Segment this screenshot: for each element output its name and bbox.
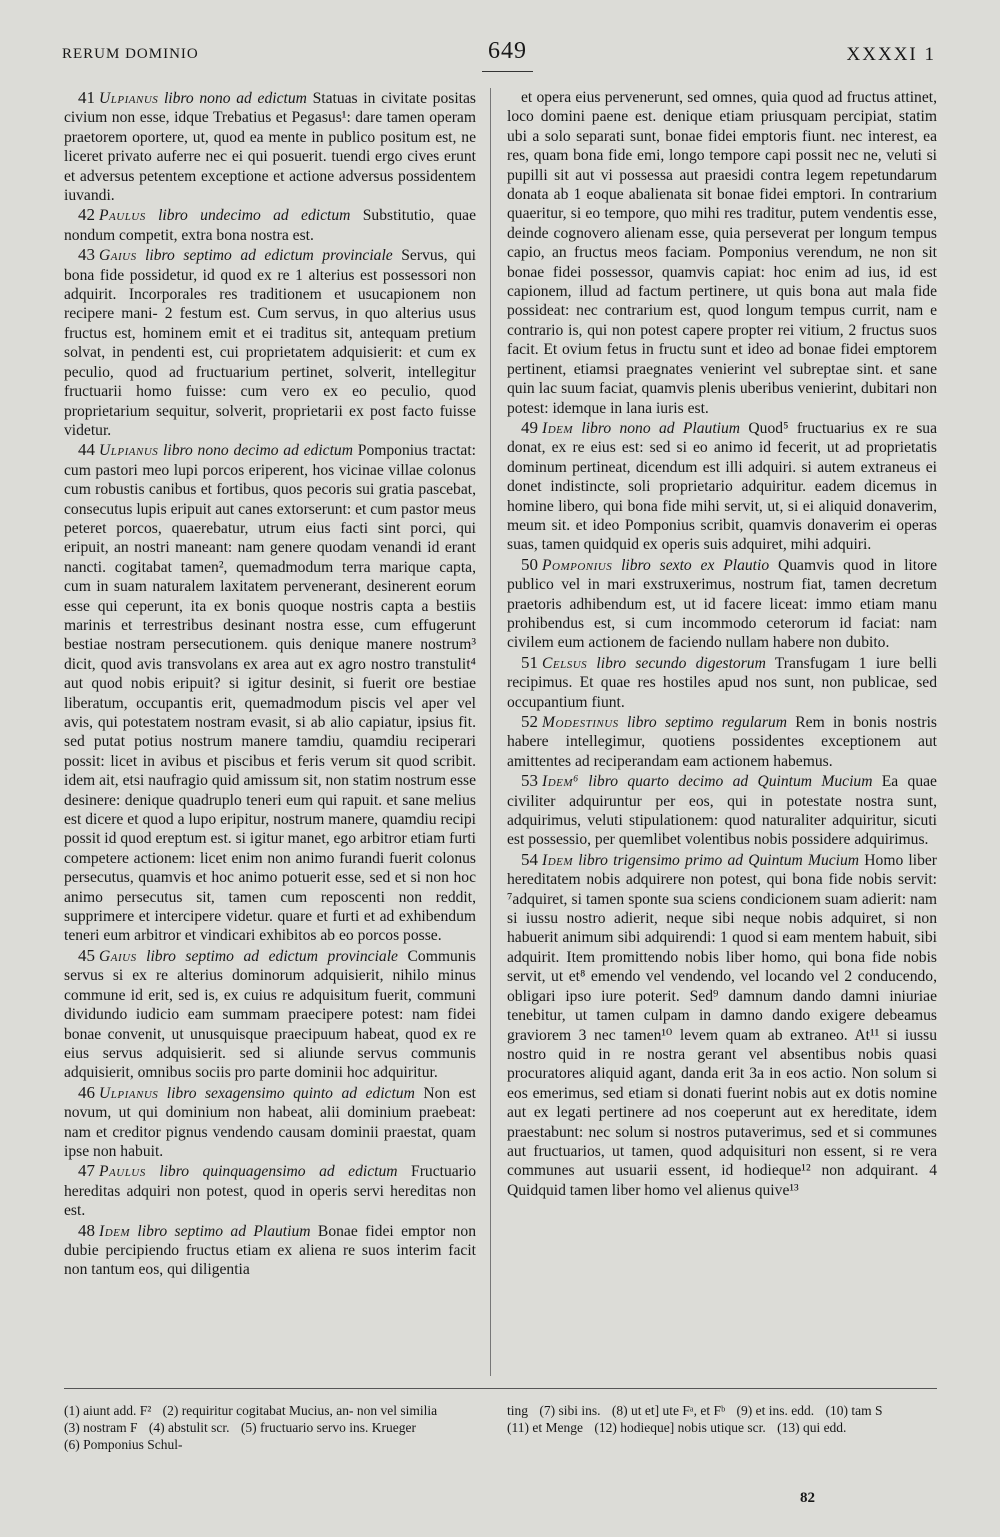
- footnote: (6) Pomponius Schul-: [64, 1437, 183, 1452]
- fragment-reference: [99, 247, 393, 264]
- fragment-paragraph: [507, 653, 937, 712]
- running-header: [62, 38, 936, 78]
- fragment-text: Substitutio, quae nondum competit, extra bona nostra est.: [64, 207, 476, 244]
- fragment-reference: [99, 1163, 398, 1180]
- fragment-reference: [542, 773, 872, 790]
- book-reference: libro trigensimo primo ad Quintum Mucium: [578, 851, 860, 869]
- book-reference: libro quarto decimo ad Quintum Mucium: [588, 773, 873, 791]
- fragment-text: Transfugam 1 iure belli recipimus. Et quae res hostiles apud nos sunt, non publicae, sed occupantium fiunt.: [507, 654, 937, 711]
- fragment-number: 51: [521, 652, 538, 672]
- footnote: (8) ut et] ute Fᵃ, et Fᵇ: [611, 1403, 726, 1418]
- fragment-number: 42: [78, 205, 95, 225]
- book-reference: libro septimo ad Plautium: [137, 1222, 311, 1240]
- fragment-reference: [99, 1223, 311, 1240]
- fragment-text: Communis servus si ex re alterius dominorum adquisierit, nihilo minus commune id erit, sed is, ex cuius re adquisitum fuerit, communi dividundo iudicio eam summam praecipere potest: nam fidei bonae convenit, ut unusquisque praecipuum habeat, quod ex re eius servus adquisierit. sed si aliunde servus communis adquisierit, omnibus sociis pro parte dominii hoc adquiritur.: [64, 947, 476, 1082]
- fragment-paragraph: [64, 440, 476, 946]
- fragment-paragraph: [64, 1161, 476, 1220]
- fragment-text: Non est novum, ut qui dominium non habeat, alii dominium praebeat: nam et creditor pignus vendendo causam dominii praestat, quam ipse non habuit.: [64, 1084, 477, 1160]
- fragment-paragraph: [507, 712, 937, 771]
- fragment-paragraph: [64, 946, 476, 1083]
- fragment-reference: [542, 420, 740, 437]
- footnote: (11) et Menge: [507, 1420, 583, 1435]
- book-reference: libro nono ad Plautium: [581, 419, 741, 437]
- footnote: (3) nostram F: [64, 1420, 138, 1435]
- fragment-reference: [542, 852, 859, 869]
- book-reference: libro septimo regularum: [626, 714, 787, 731]
- fragment-reference: [542, 557, 769, 574]
- fragment-text: Homo liber hereditatem nobis adquirere non potest, qui bona fide nobis servit: ⁷adquiret, si tamen sponte sua sciens condicionem suam adierit: nam si iussu nostro adierit, neque sibi neque nobis adquiret, si non habuerit animum sibi adquirendi: 1 quod si eam mentem habuit, sibi adquirit. Item promittendo nobis liber homo, qui bona fide nobis servit, ut et⁸ emendo vel vendendo, vel locando vel 2 conducendo, obligari ipso iure poterit. Sed⁹ damnum dando damni iniuriae tenebitur, ut tamen culpam in damno dando exigere debeamus graviorem 3 nec tamen¹⁰ levem quam ab extraneo. At¹¹ si iussu nostro quid in re nostra gerant vel absentibus nobis quasi procuratores aliquid agant, danda erit 3a in eos actio. Non solum si eos emerimus, sed etiam si donati fuerint nobis aut ex dotis nomine aut ex legati pertinere ad nos coeperunt aut ex hereditate, idem praestabunt: nec solum si nostros putaverimus, sed et si communes aut fructuarios, ut tamen, quod adquisituri non essent, si re vera communes aut usuarii essent, id hodieque¹² non adquirant. 4 Quidquid tamen liber homo vel alienus quive¹³: [507, 851, 937, 1199]
- fragment-paragraph: [64, 88, 476, 205]
- book-reference: libro secundo digestorum: [596, 654, 766, 672]
- fragment-number: 43: [78, 245, 95, 265]
- fragment-paragraph: [507, 418, 937, 555]
- fragment-paragraph: [507, 771, 937, 850]
- footnote: (1) aiunt add. F²: [64, 1403, 152, 1418]
- jurist-name: Paulus: [99, 207, 146, 225]
- fragment-number: 45: [78, 945, 95, 965]
- fragment-number: 50: [521, 554, 538, 574]
- jurist-name: Ulpianus: [99, 90, 159, 107]
- fragment-paragraph: [507, 88, 937, 418]
- footnotes-right: [507, 1402, 937, 1436]
- book-reference: libro undecimo ad edictum: [158, 207, 351, 225]
- fragment-reference: [99, 948, 398, 965]
- footnote-rule: [64, 1388, 937, 1389]
- footnote: (2) requiritur cogitabat Mucius, an- non vel similia: [162, 1403, 438, 1418]
- fragment-paragraph: [64, 1221, 476, 1280]
- fragment-text: Quod⁵ fructuarius ex re sua donat, ex re eius est: sed si eo animo id fecerit, ut ad proprietatis dominum pertineat, dicendum est illi adquiri. si autem extraneus ei donet indistincte, soli proprietario adquiritur. eadem dicemus in homine libero, qui bona fide mihi servit, ut, si ei aliquid donaverim, meum sit. et ideo Pomponius scribit, quamvis donaverim ei operas suas, tamen quidquid ex operis suis adquiret, mihi adquiri.: [507, 419, 937, 554]
- footnote: ting: [507, 1403, 529, 1418]
- fragment-reference: [99, 442, 353, 459]
- fragment-paragraph: [64, 1083, 476, 1162]
- fragment-number: 49: [521, 417, 538, 437]
- fragment-number: 41: [78, 88, 95, 107]
- fragment-paragraph: [64, 245, 476, 440]
- book-reference: libro septimo ad edictum provinciale: [145, 247, 393, 265]
- book-reference: libro nono decimo ad edictum: [163, 442, 353, 460]
- fragment-reference: [99, 207, 350, 224]
- footnote: (13) qui edd.: [777, 1420, 847, 1435]
- book-reference: libro nono ad edictum: [163, 90, 307, 107]
- fragment-reference: [99, 1085, 415, 1102]
- fragment-number: 47: [78, 1161, 95, 1181]
- signature-mark: 82: [800, 1490, 815, 1506]
- fragment-reference: [542, 714, 787, 731]
- footnote: (5) fructuario servo ins. Krueger: [240, 1420, 416, 1435]
- fragment-paragraph: [64, 205, 476, 245]
- fragment-text: Pomponius tractat: cum pastori meo lupi porcos eriperent, hos vicinae villae colonus cum robustis canibus et fortibus, quos pecoris sui gratia pascebat, consecutus lupis eripuit aut canes extorserunt: et cum pastor meus peteret porcos, quaerebatur, utrum eius facti sint porci, qui eripuit, an nostri maneant: nam genere quodam venandi id erant nancti. cogitabat tamen², quemadmodum terra marique capta, cum in suam naturalem laxitatem pervenerant, desinerent eorum esse qui ceperunt, ita ex bonis quoque nostris capta a bestiis marinis et terrestribus desinant nostra esse, cum effugerunt bestiae nostram persecutionem. quis denique manere nostrum³ dicit, quod avis transvolans ex area aut ex agro nostro transtulit⁴ aut quod nobis eripuit? si igitur desinit, si fuerit ore bestiae liberatum, occupantis erit, quemadmodum piscis vel aper vel avis, qui potestatem nostram evasit, si ab alio capiatur, ipsius fit. sed putat potius nostrum manere tamdiu, quamdiu reciperari possit: licet in avibus et piscibus et feris verum sit quod scribit. idem ait, etsi naufragio quid amissum sit, non statim nostrum esse desinere: denique quadruplo teneri eum qui rapuit. et sane melius est dicere et quod a lupo eripitur, nostrum manere, quamdiu recipi possit id quod ereptum est. si igitur manet, ego arbitror etiam furti competere actionem: licet enim non animo furandi fuerit colonus persecutus, quamvis et hoc animo potuerit esse, sed et si non hoc animo persecutus sit, tamen cum reposcenti non reddit, supprimere et intercipere videtur. quare et furti et ad exhibendum teneri eum arbitror et vindicari exhibitos ab eo porcos posse.: [64, 442, 476, 945]
- fragment-text: Bonae fidei emptor non dubie percipiendo fructus etiam ex aliena re suos interim facit non tantum eos, qui diligentia: [64, 1222, 476, 1279]
- jurist-name: Idem: [542, 851, 574, 869]
- fragment-text: Servus, qui bona fide possidetur, id quod ex re 1 alterius est possessori non adquirit. Incorporales res traditionem et usucapionem non recipere mani- 2 festum est. Cum servus, in quo alterius usus fructus est, hominem emit et ei traditus sit, antequam pretium solvat, in pendenti est, cui proprietatem adquisierit: et cum ex peculio, quod ad fructuarium pertinet, solverit, intellegitur fructuarii homo fuisse: cum vero ex eo peculio, quod proprietarium sequitur, solverit, proprietarii ex post facto fuisse videtur.: [64, 247, 477, 439]
- jurist-name: Gaius: [99, 247, 137, 265]
- fragment-text: et opera eius pervenerunt, sed omnes, quia quod ad fructus attinet, loco domini paene est. denique etiam priusquam percipiat, statim ubi a solo separati sunt, bonae fidei emptoris fiunt. nec interest, ea res, quam bona fide emi, longo tempore capi possit nec ne, veluti si pupilli sit aut vi possessa aut praesidi contra legem repetundarum donata ab 1 eoque abalienata sit bonae fidei emptori. In contrarium quaeritur, si eo tempore, quo mihi res traditur, putem vendentis esse, deinde cognovero alienam esse, quia perseverat per longum tempus capio, an fructus meos faciam. Pomponius verendum, ne non sit bonae fidei possessor, quamvis capiat: hoc enim ad ius, id est capionem, illud ad factum pertinere, ut quis bona aut mala fide possideat: nec contrarium est, quod longum tempus currit, nam e contrario is, qui non potest capere propter rei vitium, 2 fructus suos facit. Et ovium fetus in fructu sunt et ideo ad bonae fidei emptorem pertinent, etiamsi praegnates venierint vel subreptae sint. et sane quin lac suum faciat, quamvis plenis uberibus venierint, dubitari non potest: idemque in lana iuris est.: [507, 89, 937, 417]
- book-reference: libro sexto ex Plautio: [621, 556, 770, 574]
- fragment-paragraph: [507, 850, 937, 1200]
- left-column: [64, 88, 476, 1280]
- book-reference: libro septimo ad edictum provinciale: [146, 947, 398, 965]
- jurist-name: Modestinus: [542, 714, 619, 731]
- fragment-text: Ea quae civiliter adquiruntur per eos, qui in potestate nostra sunt, adquirimus, veluti stipulationem: quod naturaliter adquiritur, sicuti est possessio, per quemlibet volentibus nobis possidere adquirimus.: [507, 773, 937, 849]
- fragment-paragraph: [507, 555, 937, 653]
- fragment-number: 52: [521, 712, 538, 731]
- footnote: (9) et ins. edd.: [736, 1403, 815, 1418]
- book-reference: libro quinquagensimo ad edictum: [159, 1163, 398, 1181]
- fragment-text: Fructuario hereditas adquiri non potest, quod in operis servi hereditas non est.: [64, 1163, 476, 1220]
- jurist-name: Idem: [542, 419, 574, 437]
- fragment-number: 54: [521, 849, 538, 869]
- fragment-number: 46: [78, 1082, 95, 1102]
- footnote: (12) hodieque] nobis utique scr.: [594, 1420, 766, 1435]
- fragment-text: Statuas in civitate positas civium non esse, idque Trebatius et Pegasus¹: dare tamen operam praetorem oportere, ut, quod ea mente in publico positum est, ne liceret privato auferre nec ei qui posuerit. tuendi ergo cives erunt et adversus petentem exceptione et actione adversus possidentem iuvandi.: [64, 90, 476, 205]
- footnote: (10) tam S: [825, 1403, 883, 1418]
- fragment-number: 44: [78, 440, 95, 460]
- fragment-reference: [99, 90, 307, 107]
- jurist-name: Idem: [99, 1222, 131, 1240]
- fragment-number: 48: [78, 1220, 95, 1240]
- jurist-name: Ulpianus: [99, 1084, 159, 1102]
- fragment-text: Quamvis quod in litore publico vel in mari exstruxerimus, nostrum fiat, tamen decretum praetoris adhibendum est, ut id facere liceat: immo etiam manu prohibendus est, si cum incommodo ceterorum id faciat: nam civilem eum actionem de faciendo nullam habere non dubito.: [507, 556, 938, 652]
- jurist-name: Pomponius: [542, 556, 613, 574]
- fragment-reference: [542, 655, 766, 672]
- fragment-text: Rem in bonis nostris habere intellegimur, quotiens possidentes exceptionem aut amittentes ad reciperandam eam actionem habemus.: [507, 714, 937, 770]
- fragment-number: 53: [521, 771, 538, 791]
- jurist-name: Paulus: [99, 1163, 146, 1181]
- jurist-name: Celsus: [542, 654, 588, 672]
- jurist-name: Gaius: [99, 947, 137, 965]
- right-column: [507, 88, 937, 1200]
- footnote: (7) sibi ins.: [539, 1403, 601, 1418]
- footnotes-left: [64, 1402, 484, 1453]
- running-title: RERUM DOMINIO: [62, 46, 199, 62]
- jurist-name: Ulpianus: [99, 442, 159, 460]
- book-reference: libro sexagensimo quinto ad edictum: [166, 1084, 415, 1102]
- page-number: 649: [482, 38, 533, 72]
- column-divider: [490, 88, 491, 1376]
- footnote: (4) abstulit scr.: [148, 1420, 230, 1435]
- jurist-name: Idem⁶: [542, 773, 579, 791]
- section-number: XXXXI 1: [846, 44, 936, 65]
